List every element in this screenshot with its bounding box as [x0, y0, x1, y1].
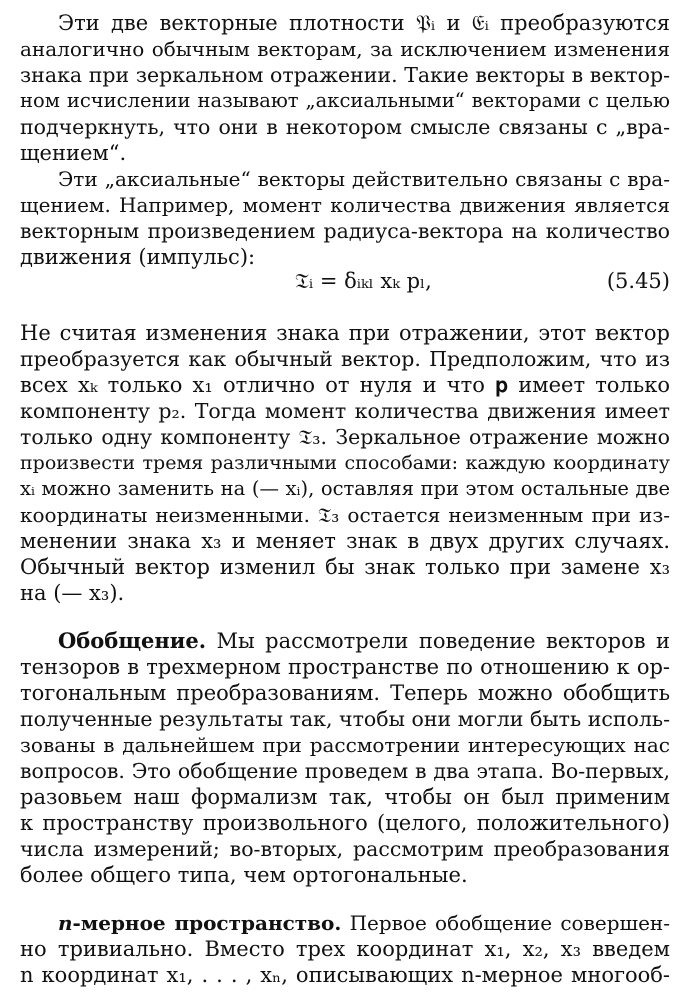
text-line: вопросов. Это обобщение проведем в два этапа. Во-первых, [20, 759, 670, 783]
text-line: компоненту p₂. Тогда момент количества движения имеет [20, 399, 670, 423]
text-line: к пространству произвольного (целого, положительного) [20, 811, 670, 835]
text-line: всех xₖ только x₁ отлично от нуля и что 𝐩 имеет только [20, 373, 670, 397]
text-line: знака при зеркальном отражении. Такие векторы в вектор- [20, 63, 670, 87]
text-line: n координат x₁, . . . , xₙ, описывающих n-мерное многооб- [20, 963, 670, 987]
text-line: менении знака x₃ и меняет знак в двух других случаях. [20, 529, 670, 553]
text-line: тензоров в трехмерном пространстве по отношению к ор- [20, 655, 670, 679]
text-line: разовьем наш формализм так, чтобы он был применим [20, 785, 670, 809]
text-line: зованы в дальнейшем при рассмотрении интересующих нас [20, 733, 670, 757]
text-line: преобразуется как обычный вектор. Предположим, что из [20, 347, 670, 371]
text-line: но тривиально. Вместо трех координат x₁, x₂, x₃ введем [20, 937, 670, 961]
text-line: подчеркнуть, что они в некотором смысле связаны с „вра- [20, 115, 670, 139]
text-line: векторным произведением радиуса-вектора на количество [20, 219, 670, 243]
equation-formula: 𝔗ᵢ = δᵢₖₗ xₖ pₗ, [295, 269, 432, 293]
text-line: щением“. [20, 141, 127, 165]
text-line: Эти две векторные плотности 𝔓ᵢ и 𝔈ᵢ преобразуются [58, 11, 670, 35]
text-line: аналогично обычным векторам, за исключением изменения [20, 37, 670, 61]
text-line: числа измерений; во-вторых, рассмотрим преобразования [20, 837, 670, 861]
section-heading-line [58, 628, 670, 654]
text-line: ном исчислении называют „аксиальными“ векторами с целью [20, 89, 670, 112]
text-line: полученные результаты так, чтобы они могли быть исполь- [20, 707, 670, 731]
equation-number: (5.45) [606, 269, 670, 293]
text-line: произвести тремя различными способами: каждую координату [20, 452, 670, 474]
section-heading: Обобщение. [58, 628, 207, 653]
text-line: тогональным преобразованиям. Теперь можно обобщить [20, 681, 670, 705]
text-line: Не считая изменения знака при отражении, этот вектор [20, 321, 670, 345]
text-run: Мы рассмотрели поведение векторов и [216, 629, 670, 653]
text-run: Первое обобщение совершен- [349, 911, 670, 935]
equation-row [20, 268, 670, 294]
text-line: Обычный вектор изменил бы знак только при замене x₃ [20, 555, 670, 579]
text-line: Эти „аксиальные“ векторы действительно связаны с вра- [58, 167, 670, 191]
text-line: на (— x₃). [20, 581, 125, 605]
section-heading-line [58, 910, 670, 936]
text-line: движения (импульс): [20, 245, 256, 269]
text-line: координаты неизменными. 𝔗₃ остается неизменным при из- [20, 503, 670, 527]
section-heading: n-мерное пространство. [58, 911, 342, 935]
text-line: xᵢ можно заменить на (— xᵢ), оставляя при этом остальные две [20, 477, 670, 500]
text-line: более общего типа, чем ортогональные. [20, 863, 468, 887]
text-line: щением. Например, момент количества движения является [20, 193, 670, 217]
text-line: только одну компоненту 𝔗₃. Зеркальное отражение можно [20, 425, 670, 449]
